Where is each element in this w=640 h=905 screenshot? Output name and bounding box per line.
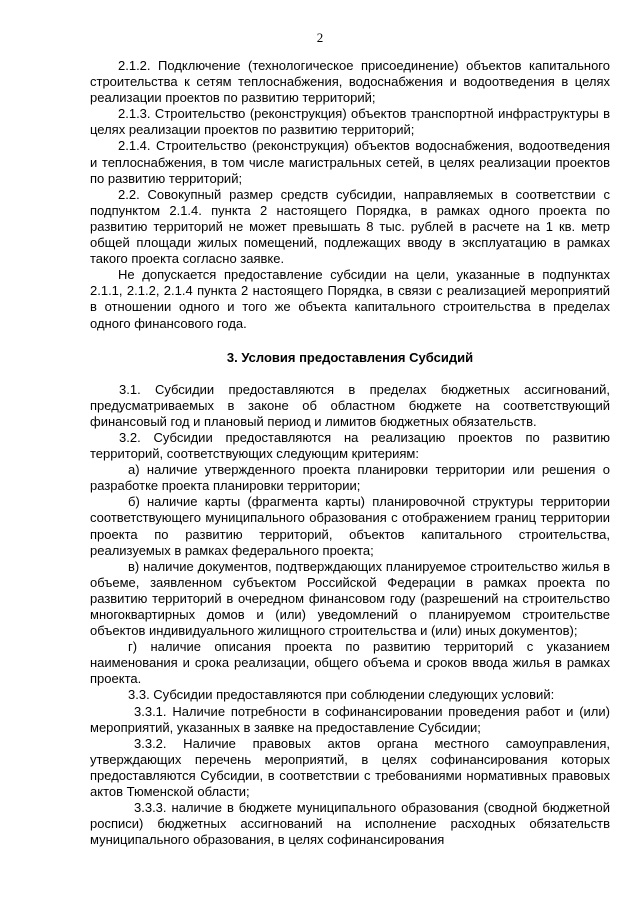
paragraph-3-3: 3.3. Субсидии предоставляются при соблюдении следующих условий:: [128, 687, 555, 703]
criterion-v: в) наличие документов, подтверждающих планируемое строительство жилья в объеме, заявленном субъектом Российской Федерации в рамках проекта по развитию территорий в очередном финансовом году (разрешений на строительство многоквартирных домов и (или) уведомлений о планируемом строительстве объектов индивидуального жилищного строительства и (или) иных документов);: [90, 558, 610, 639]
paragraph-2-1-3: 2.1.3. Строительство (реконструкция) объектов транспортной инфраструктуры в целях реализации проектов по развитию территорий;: [90, 106, 610, 138]
page-number: 2: [316, 30, 324, 45]
criterion-a: а) наличие утвержденного проекта планировки территории или решения о разработке проекта планировки территории;: [90, 462, 610, 494]
criterion-g: г) наличие описания проекта по развитию территорий с указанием наименования и срока реализации, общего объема и сроков ввода жилья в рамках проекта.: [90, 639, 610, 687]
paragraph-3-3-1: 3.3.1. Наличие потребности в софинансировании проведения работ и (или) мероприятий, указанных в заявке на предоставление Субсидии;: [90, 703, 610, 735]
paragraph-3-1: 3.1. Субсидии предоставляются в пределах бюджетных ассигнований, предусматриваемых в законе об областном бюджете на соответствующий финансовый год и плановый период и лимитов бюджетных обязательств.: [90, 381, 610, 429]
section-heading: 3. Условия предоставления Субсидий: [226, 349, 474, 365]
document-body: [90, 58, 610, 848]
paragraph-2-2: 2.2. Совокупный размер средств субсидии, направляемых в соответствии с подпунктом 2.1.4. пункта 2 настоящего Порядка, в рамках одного проекта по развитию территорий не может превышать 8 тыс. рублей в расчете на 1 кв. метр общей площади жилых помещений, подлежащих вводу в эксплуатацию в рамках такого проекта согласно заявке.: [90, 186, 610, 267]
paragraph-3-3-3: 3.3.3. наличие в бюджете муниципального образования (сводной бюджетной росписи) бюджетных ассигнований на исполнение расходных обязательств муниципального образования, в целях софинансирования: [90, 800, 610, 848]
paragraph-3-2: 3.2. Субсидии предоставляются на реализацию проектов по развитию территорий, соответствующих следующим критериям:: [90, 429, 610, 462]
criterion-b: б) наличие карты (фрагмента карты) планировочной структуры территории соответствующего муниципального образования с отображением границ территории проекта по развитию территорий, объектов капитального строительства, реализуемых в рамках федерального проекта;: [90, 494, 610, 558]
paragraph-3-3-2: 3.3.2. Наличие правовых актов органа местного самоуправления, утверждающих перечень мероприятий, в целях софинансирования которых предоставляются Субсидии, в соответствии с требованиями нормативных правовых актов Тюменской области;: [90, 735, 610, 800]
paragraph-2-1-4: 2.1.4. Строительство (реконструкция) объектов водоснабжения, водоотведения и теплоснабжения, в том числе магистральных сетей, в целях реализации проектов по развитию территорий;: [90, 138, 610, 186]
paragraph-restriction: Не допускается предоставление субсидии на цели, указанные в подпунктах 2.1.1, 2.1.2, 2.1.4 пункта 2 настоящего Порядка, в связи с реализацией мероприятий в отношении одного и того же объекта капитального строительства в пределах одного финансового года.: [90, 267, 610, 331]
paragraph-2-1-2: 2.1.2. Подключение (технологическое присоединение) объектов капитального строительства к сетям теплоснабжения, водоснабжения и водоотведения в целях реализации проектов по развитию территорий;: [90, 58, 610, 106]
